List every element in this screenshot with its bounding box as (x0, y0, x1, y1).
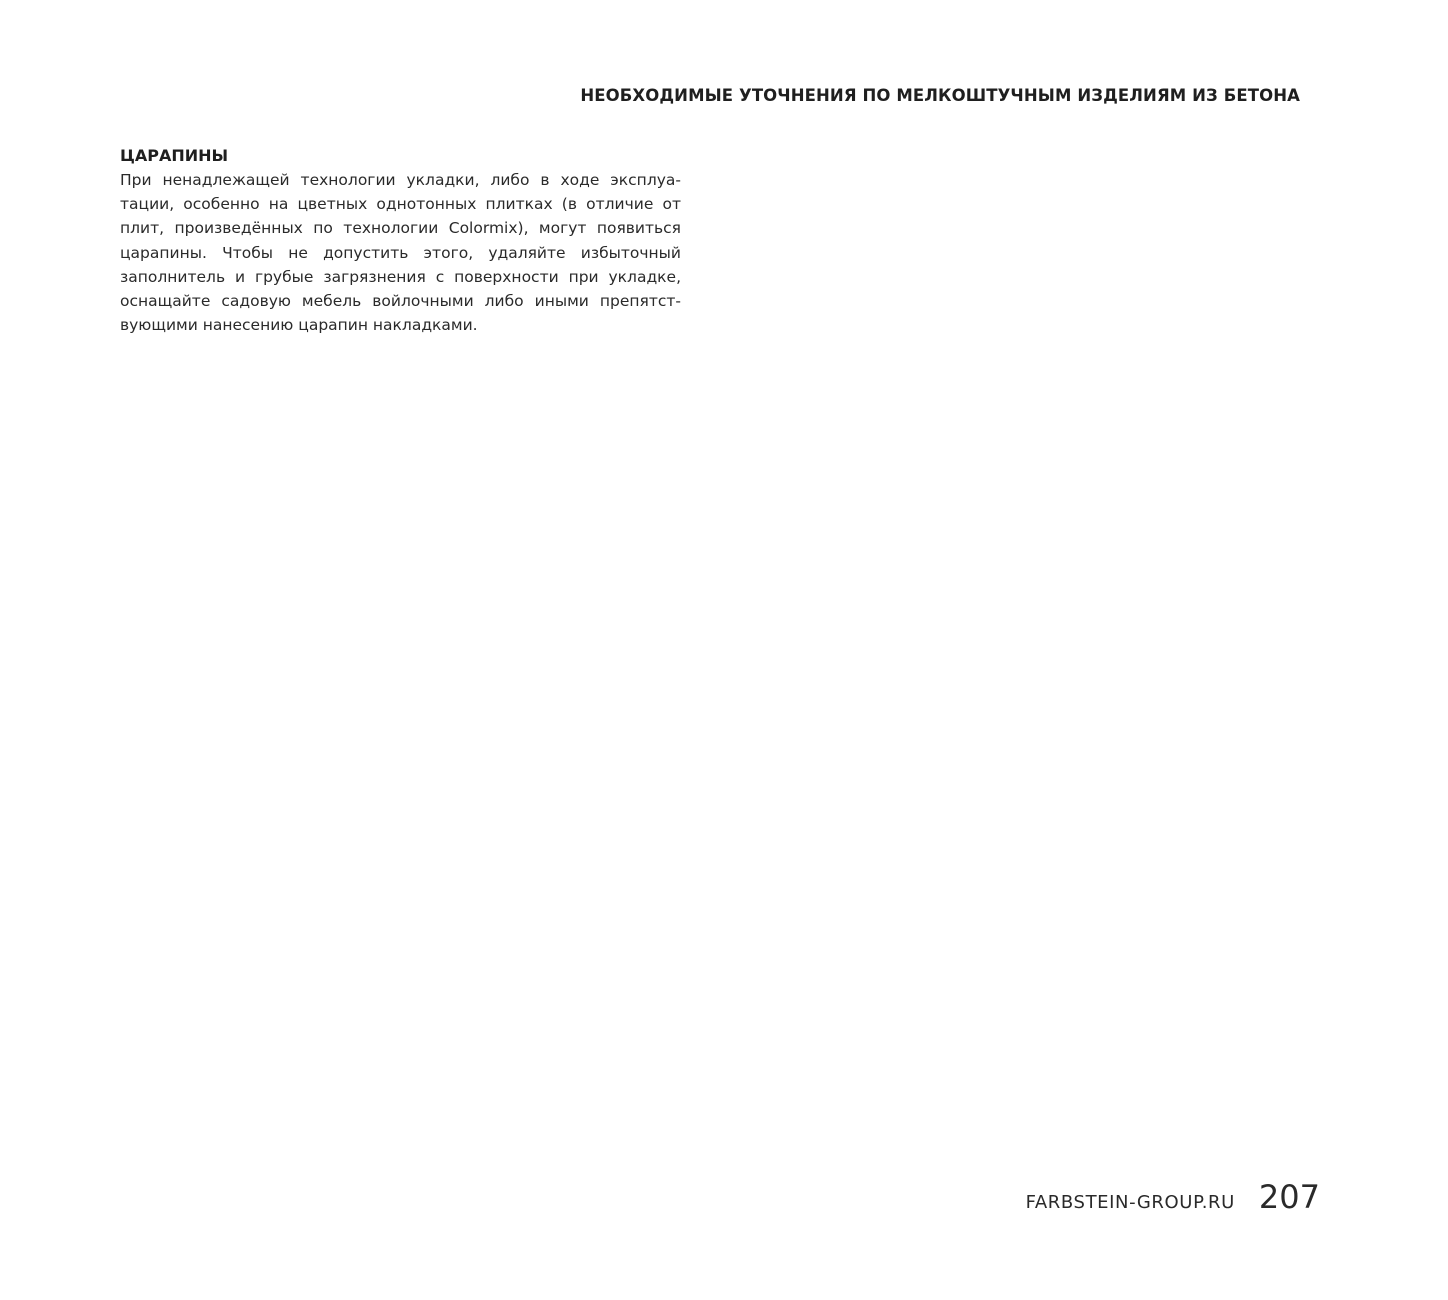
body-line: При ненадлежащей технологии укладки, либо в ходе эксплуа- (120, 171, 681, 189)
body-line: тации, особенно на цветных однотонных плитках (в отличие от (120, 195, 681, 214)
body-line: плит, произведённых по технологии Colormix), могут появиться (120, 219, 681, 238)
scratches-section (120, 144, 681, 337)
body-line: вующими нанесению царапин накладками. (120, 316, 478, 335)
section-title: ЦАРАПИНЫ (120, 146, 229, 165)
page-number: 207 (1258, 1178, 1320, 1216)
body-line: заполнитель и грубые загрязнения с поверхности при укладке, (120, 267, 681, 286)
body-line: оснащайте садовую мебель войлочными либо иными препятст- (120, 292, 681, 311)
page-footer (1026, 1178, 1320, 1216)
running-header: НЕОБХОДИМЫЕ УТОЧНЕНИЯ ПО МЕЛКОШТУЧНЫМ ИЗДЕЛИЯМ ИЗ БЕТОНА (580, 86, 1300, 105)
body-line: царапины. Чтобы не допустить этого, удаляйте избыточный (120, 243, 681, 262)
website-link[interactable]: FARBSTEIN-GROUP.RU (1025, 1192, 1235, 1213)
section-body (120, 168, 681, 337)
